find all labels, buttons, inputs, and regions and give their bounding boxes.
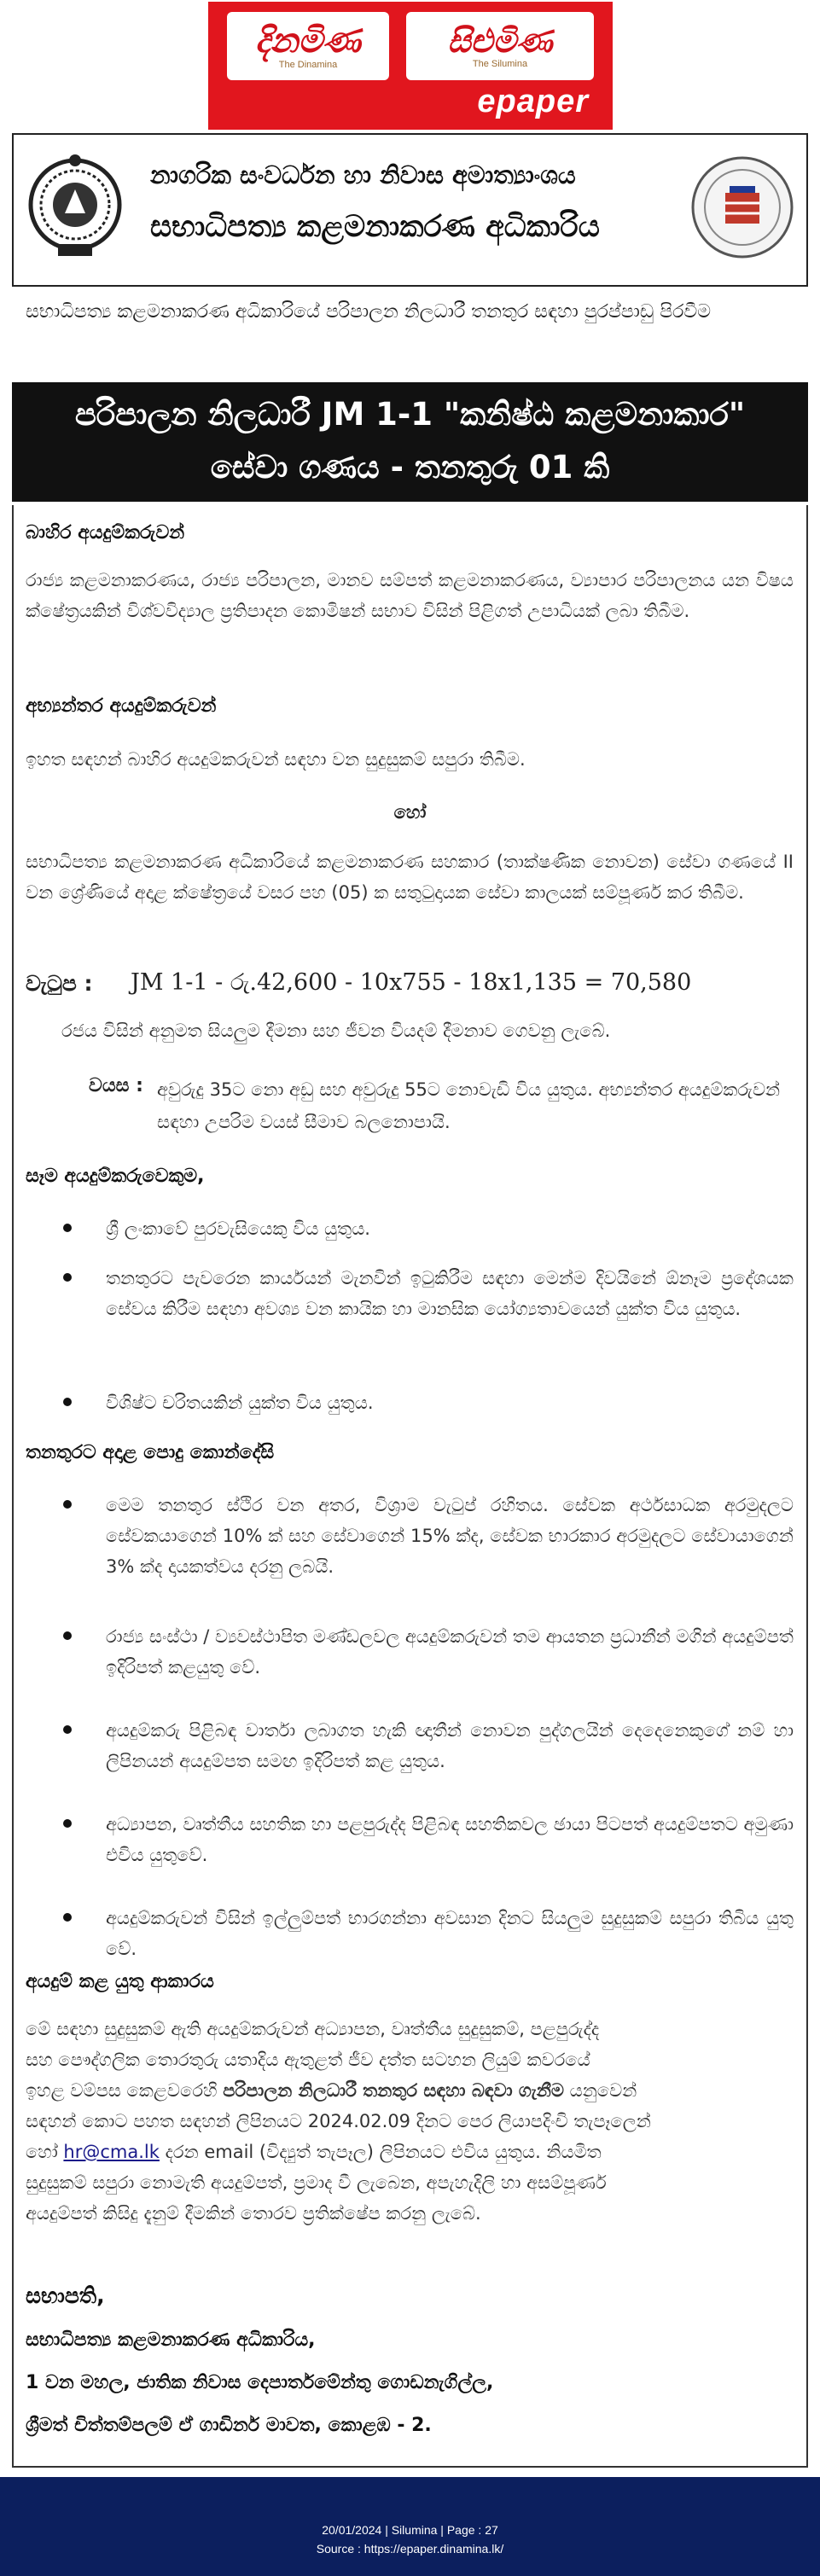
epaper-masthead	[208, 2, 613, 130]
list-item: අධ්‍යාපන, වෘත්තීය සහතික හා පළපුරුද්ද පිළිබඳ සහතිකවල ඡායා පිටපත් අයදුම්පතට අමුණා එවිය යුතුවේ.	[106, 1814, 794, 1865]
list-item: විශිෂ්ට චරිතයකින් යුක්ත විය යුතුය.	[106, 1393, 374, 1413]
intro-text: සභාධිපත්‍ය කළමනාකරණ අධිකාරියේ පරිපාලන නිලධාරී තනතුර සඳහා පුරප්පාඩු පිරවීම	[26, 301, 712, 323]
apply-text: හෝ	[26, 2142, 64, 2162]
footer-issue-info: 20/01/2024 | Silumina | Page : 27	[322, 2523, 498, 2537]
list-item: තනතුරට පැවරෙන කාර්යයන් මැනවින් ඉටුකිරීම සඳහා මෙන්ම දිවයිනේ ඕනෑම ප්‍රදේශයක සේවය කිරීම සඳහා අවශ්‍ය වන කායික හා මානසික යෝග්‍යතාවයෙන් යුක්ත විය යුතුය.	[106, 1268, 794, 1319]
silumina-logo-subtitle: The Silumina	[472, 59, 528, 69]
internal-applicants-text: ඉහත සඳහන් බාහිර අයදුම්කරුවන් සඳහා වන සුදුසුකම් සපුරා තිබීම.	[26, 749, 526, 770]
title-banner	[12, 382, 808, 502]
epaper-label: epaper	[477, 84, 589, 119]
signatory-organization: සභාධිපත්‍ය කළමනාකරණ අධිකාරිය,	[26, 2329, 316, 2351]
bullet-icon	[63, 1398, 72, 1406]
apply-text: දරන email (විද්‍යුත් තැපෑල) ලිපිනයට එවිය යුතුය. නියමිත	[159, 2142, 602, 2162]
post-title: පරිපාලන නිලධාරී JM 1-1 "කනිෂ්ඨ කළමනාකාර"	[74, 396, 746, 433]
age-requirement: අවුරුදු 35ට නො අඩු සහ අවුරුදු 55ට නොවැඩි විය යුතුය. අභ්‍යන්තර අයදුම්කරුවන් සඳහා උපරිම වයස් සීමාව බලනොපායි.	[157, 1079, 781, 1132]
salary-label: වැටුප :	[26, 971, 93, 996]
service-category: සේවා ගණය - තනතුරු 01 කි	[210, 449, 610, 486]
cma-logo-icon	[687, 152, 798, 263]
internal-applicants-heading: අභ්‍යන්තර අයදුම්කරුවන්	[26, 695, 217, 717]
list-item: රාජ්‍ය සංස්ථා / ව්‍යවස්ථාපිත මණ්ඩලවල අයදුම්කරුවන් තම ආයතන ප්‍රධානීන් මගින් අයදුම්පත් ඉදිරිපත් කළයුතු වේ.	[106, 1626, 794, 1678]
bullet-icon	[63, 1500, 72, 1509]
email-link[interactable]: hr@cma.lk	[63, 2142, 160, 2162]
apply-text: යනුවෙන්	[563, 2080, 637, 2101]
list-item: අයදුම්කරුවන් විසින් ඉල්ලුම්පත් භාරගන්නා අවසාන දිනට සියලුම සුදුසුකම් සපුරා තිබිය යුතු වේ.	[106, 1908, 794, 1959]
bullet-icon	[63, 1631, 72, 1640]
bullet-icon	[63, 1819, 72, 1828]
salary-scale: JM 1-1 - රු.42,600 - 10x755 - 18x1,135 = 70,580	[131, 969, 692, 996]
address-line-1: 1 වන මහල, ජාතික නිවාස දෙපාර්තමේන්තු ගොඩනැගිල්ල,	[26, 2372, 494, 2393]
or-separator: හෝ	[393, 802, 427, 823]
apply-line: සඳහන් කොට පහත සඳහන් ලිපිනයට 2024.02.09 දිනට පෙර ලියාපදිංචි තැපෑලෙන්	[26, 2111, 651, 2131]
apply-line: සුදුසුකම් සපුරා නොමැති අයදුම්පත්, ප්‍රමාද වී ලැබෙන, අපැහැදිලි හා අසම්පූර්ණ	[26, 2172, 607, 2193]
sri-lanka-emblem-icon	[24, 152, 126, 263]
how-to-apply-heading: අයදුම් කළ යුතු ආකාරය	[26, 1971, 214, 1992]
apply-line	[26, 2075, 794, 2106]
allowances-note: රජය විසින් අනුමත සියලුම දීමනා සහ ජීවන වියදම් දීමනාව ගෙවනු ලැබේ.	[61, 1021, 611, 1041]
signatory-title: සභාපති,	[26, 2283, 105, 2308]
list-item: ශ්‍රී ලංකාවේ පුරවැසියෙකු විය යුතුය.	[106, 1218, 370, 1239]
list-item: මෙම තනතුර ස්ථිර වන අතර, විශ්‍රාම වැටුප් රහිතය. සේවක අර්ථසාධක අරමුදලට සේවකයාගෙන් 10% ක් සහ සේවාගෙන් 15% ක්ද, සේවක භාරකාර අරමුදලට සේවායාගෙන් 3% ක්ද දායකත්වය දරනු ලබයි.	[106, 1495, 794, 1577]
bullet-icon	[63, 1224, 72, 1232]
internal-applicants-alt-text: සභාධිපත්‍ය කළමනාකරණ අධිකාරියේ කළමනාකරණ සහකාර (තාක්ෂණික නොවන) සේවා ගණයේ II වන ශ්‍රේණියේ අදාළ ක්ෂේත්‍රයේ වසර පහ (05) ක සතුටුදායක සේවා කාලයක් සම්පූර්ණ කර තිබීම.	[26, 852, 794, 903]
apply-line: සහ පෞද්ගලික තොරතුරු යතාදිය ඇතුළත් ජීව දත්ත සටහන ලියුම් කවරයේ	[26, 2050, 590, 2070]
dinamina-logo-text: දිනමිණ	[255, 20, 361, 61]
envelope-marking: පරිපාලන නිලධාරී තනතුර සඳහා බඳවා ගැනීම	[223, 2080, 564, 2101]
external-applicants-heading: බාහිර අයදුම්කරුවන්	[26, 522, 185, 544]
ministry-header	[12, 133, 808, 287]
silumina-logo	[406, 12, 594, 80]
dinamina-logo-subtitle: The Dinamina	[278, 60, 338, 70]
apply-line: මේ සඳහා සුදුසුකම් ඇති අයදුම්කරුවන් අධ්‍යාපන, වෘත්තීය සුදුසුකම්, පළපුරුද්ද	[26, 2019, 600, 2039]
apply-line	[26, 2137, 794, 2167]
external-applicants-text: රාජ්‍ය කළමනාකරණය, රාජ්‍ය පරිපාලන, මානව සම්පත් කළමනාකරණය, ව්‍යාපාර පරිපාලනය යන විෂය ක්ෂේත්‍රයකින් විශ්වවිද්‍යාල ප්‍රතිපාදන කොමිෂන් සභාව විසින් පිළිගත් උපාධියක් ලබා තිබීම.	[26, 570, 794, 621]
dinamina-logo	[227, 12, 389, 80]
address-line-2: ශ්‍රීමත් චිත්තම්පලම් ඒ ගාඩිනර් මාවත, කොළඹ - 2.	[26, 2415, 432, 2436]
silumina-logo-text: සිළුමිණ	[447, 21, 553, 60]
how-to-apply-text	[26, 2014, 794, 2229]
bullet-icon	[63, 1273, 72, 1282]
apply-text: ඉහළ වම්පස කෙළවරෙහි	[26, 2080, 224, 2101]
apply-line: අයදුම්පත් කිසිදු දැනුම් දීමකින් තොරව ප්‍රතික්ෂේප කරනු ලැබේ.	[26, 2203, 481, 2224]
footer-source-link[interactable]: Source : https://epaper.dinamina.lk/	[316, 2542, 504, 2556]
ministry-name: නාගරික සංවර්ධන හා නිවාස අමාත්‍යාංශය	[150, 160, 576, 189]
epaper-footer	[0, 2477, 820, 2576]
list-item: අයදුම්කරු පිළිබඳ වාර්තා ලබාගත හැකි ඥාතීන් නොවන පුද්ගලයින් දෙදෙනෙකුගේ නම් හා ලිපිනයන් අයදුම්පත සමඟ ඉදිරිපත් කළ යුතුය.	[106, 1720, 794, 1771]
all-applicants-heading: සෑම අයදුම්කරුවෙකුම,	[26, 1166, 205, 1187]
general-conditions-heading: තනතුරට අදාළ පොදු කොන්දේසි	[26, 1442, 275, 1463]
authority-name: සභාධිපත්‍ය කළමනාකරණ අධිකාරිය	[150, 210, 600, 244]
age-label: වයස :	[89, 1075, 143, 1096]
bullet-icon	[63, 1913, 72, 1922]
bullet-icon	[63, 1725, 72, 1734]
